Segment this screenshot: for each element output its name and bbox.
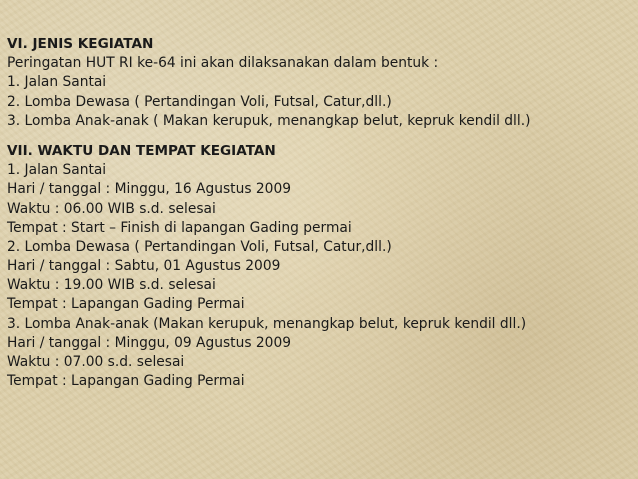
event-place-2: Tempat : Lapangan Gading Permai — [7, 296, 245, 313]
section-heading-jenis-kegiatan: VI. JENIS KEGIATAN — [7, 36, 154, 52]
event-date-2: Hari / tanggal : Sabtu, 01 Agustus 2009 — [7, 258, 281, 275]
event-date-3: Hari / tanggal : Minggu, 09 Agustus 2009 — [7, 334, 292, 351]
event-time-1: Waktu : 06.00 WIB s.d. selesai — [7, 200, 216, 217]
section-heading-waktu-tempat: VII. WAKTU DAN TEMPAT KEGIATAN — [7, 142, 276, 159]
activity-item-1: 1. Jalan Santai — [7, 74, 107, 91]
event-time-2: Waktu : 19.00 WIB s.d. selesai — [7, 277, 216, 294]
activity-item-2: 2. Lomba Dewasa ( Pertandingan Voli, Futsal, Catur,dll.) — [7, 93, 392, 110]
event-title-1: 1. Jalan Santai — [7, 162, 107, 179]
event-date-1: Hari / tanggal : Minggu, 16 Agustus 2009 — [7, 181, 292, 198]
event-title-2: 2. Lomba Dewasa ( Pertandingan Voli, Futsal, Catur,dll.) — [7, 238, 392, 255]
event-title-3: 3. Lomba Anak-anak (Makan kerupuk, menangkap belut, kepruk kendil dll.) — [7, 315, 527, 332]
slide-content — [7, 35, 631, 391]
intro-line: Peringatan HUT RI ke-64 ini akan dilaksanakan dalam bentuk : — [7, 55, 439, 72]
event-place-3: Tempat : Lapangan Gading Permai — [7, 373, 245, 390]
activity-item-3: 3. Lomba Anak-anak ( Makan kerupuk, menangkap belut, kepruk kendil dll.) — [7, 112, 531, 129]
event-time-3: Waktu : 07.00 s.d. selesai — [7, 354, 185, 370]
section-spacer — [7, 131, 631, 142]
event-place-1: Tempat : Start – Finish di lapangan Gading permai — [7, 219, 352, 236]
